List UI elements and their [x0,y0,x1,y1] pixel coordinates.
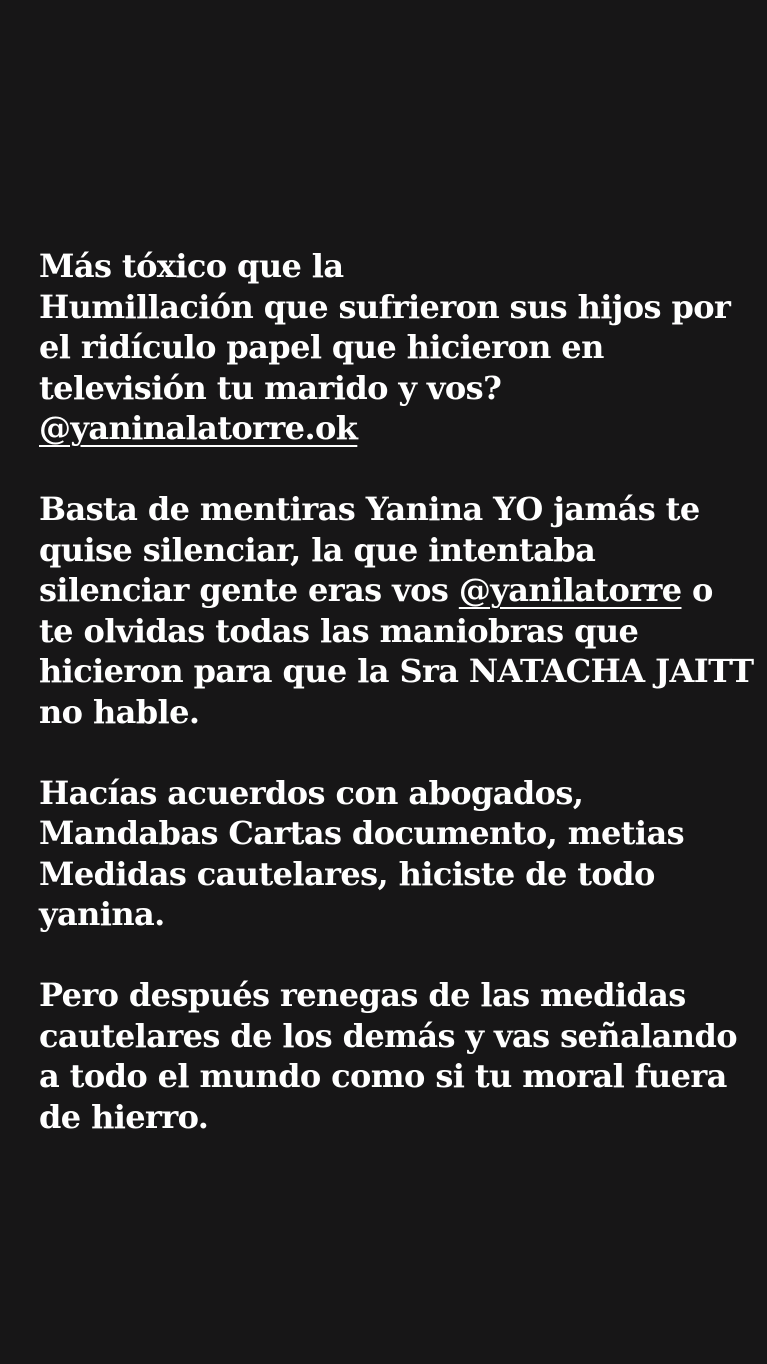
text-line: no hable. [39,692,200,731]
text-line: yanina. [39,895,165,933]
mention-yanilatorre[interactable]: @yanilatorre [458,571,682,609]
text-fragment: silenciar gente eras vos [39,571,459,609]
text-line: Mandabas Cartas documento, metias [39,814,684,852]
text-line: de hierro. [39,1097,209,1136]
text-line: Basta de mentiras Yanina YO jamás te [39,490,700,528]
text-line: Hacías acuerdos con abogados, [39,773,584,812]
text-line: hicieron para que la Sra NATACHA JAITT [39,652,754,690]
text-line [39,570,739,611]
text-fragment: o [681,571,713,609]
text-line: televisión tu marido y vos? [39,368,502,407]
paragraph-1 [39,246,739,449]
text-line: a todo el mundo como si tu moral fuera [39,1057,727,1095]
text-line: te olvidas todas las maniobras que [39,611,639,650]
story-text [39,246,754,1137]
paragraph-4 [39,975,739,1137]
mention-yaninalatorre-ok[interactable]: @yaninalatorre.ok [39,409,358,447]
text-line: Humillación que sufrieron sus hijos por [39,287,731,326]
text-line: Más tóxico que la [39,247,344,285]
text-line: Pero después renegas de las medidas [39,976,686,1014]
text-line: cautelares de los demás y vas señalando [39,1016,737,1055]
text-line: quise silenciar, la que intentaba [39,530,596,569]
paragraph-3 [39,773,739,935]
text-line [39,408,739,449]
text-line: Medidas cautelares, hiciste de todo [39,854,655,893]
text-line: el ridículo papel que hicieron en [39,328,604,366]
paragraph-2 [39,489,754,732]
